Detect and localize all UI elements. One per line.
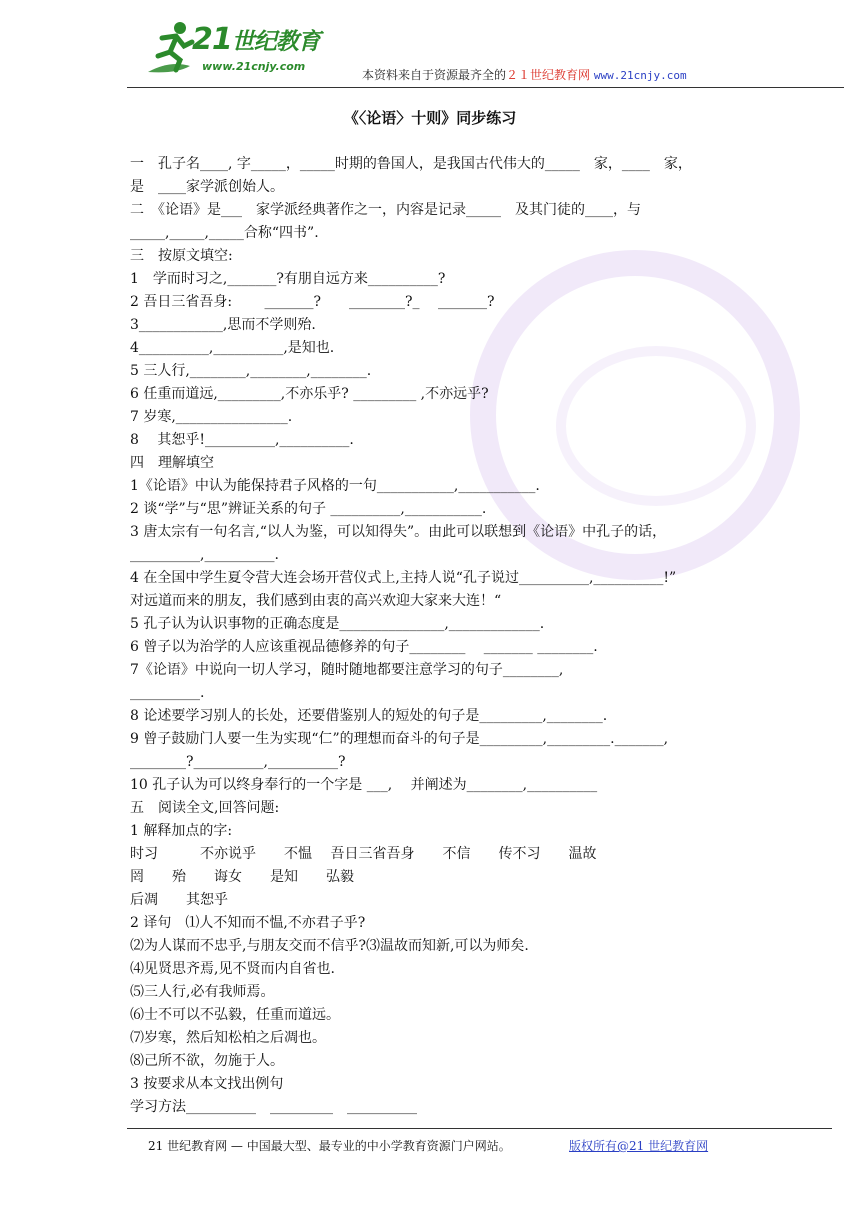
- text-line: 1《论语》中认为能保持君子风格的一句___________,___________.: [130, 478, 540, 494]
- document-title: 《〈论语〉十则》同步练习: [343, 109, 517, 127]
- text-line: 8 其恕乎!__________,__________.: [130, 432, 354, 448]
- text-line: 6 任重而道远,_________,不亦乐乎? _________ ,不亦远乎?: [130, 386, 489, 402]
- text-line: 3 按要求从本文找出例句: [130, 1076, 284, 1092]
- text-line: 3____________,思而不学则殆.: [130, 317, 316, 333]
- text-line: __________.: [130, 685, 205, 701]
- text-line: 对远道而来的朋友，我们感到由衷的高兴欢迎大家来大连！“: [130, 593, 502, 609]
- text-line: 一 孔子名____, 字_____，_____时期的鲁国人，是我国古代伟大的_____ 家，____ 家，: [130, 156, 692, 172]
- text-line: 9 曾子鼓励门人要一生为实现“仁”的理想而奋斗的句子是_________,_________._______,: [130, 731, 669, 747]
- footer-divider: [127, 1128, 832, 1129]
- text-line: 2 谈“学”与“思”辨证关系的句子 __________,___________.: [130, 501, 487, 517]
- source-url-link[interactable]: www.21cnjy.com: [593, 69, 687, 82]
- text-line: 3 唐太宗有一句名言,“以人为鉴，可以知得失”。由此可以联想到《论语》中孔子的话，: [130, 524, 667, 540]
- text-line: ⑷见贤思齐焉,见不贤而内自省也.: [130, 961, 335, 977]
- text-line: 2 译句 ⑴人不知而不愠,不亦君子乎?: [130, 915, 366, 931]
- text-line: 4 在全国中学生夏令营大连会场开营仪式上,主持人说“孔子说过__________,__________!”: [130, 570, 677, 586]
- copyright-link[interactable]: 版权所有@21 世纪教育网: [569, 1139, 709, 1153]
- text-line: 是 ____家学派创始人。: [130, 179, 284, 195]
- text-line: 学习方法__________ _________ __________: [130, 1099, 417, 1115]
- text-line: ⑺岁寒，然后知松柏之后凋也。: [130, 1030, 326, 1046]
- logo-text: 21世纪教育: [192, 22, 320, 57]
- section-heading: 四 理解填空: [130, 455, 214, 471]
- text-line: 2 吾日三省吾身: _______? ________?_ _______?: [130, 294, 495, 310]
- text-line: 1 学而时习之,_______?有朋自远方来__________?: [130, 271, 446, 287]
- section-heading: 五 阅读全文,回答问题:: [130, 800, 280, 816]
- text-line: 罔 殆 诲女 是知 弘毅: [130, 869, 354, 885]
- page-header: [0, 0, 860, 100]
- text-line: 后凋 其恕乎: [130, 892, 228, 908]
- text-line: ⑵为人谋而不忠乎,与朋友交而不信乎?⑶温故而知新,可以为师矣.: [130, 938, 529, 954]
- text-line: 7 岁寒,________________.: [130, 409, 293, 425]
- text-line: 5 孔子认为认识事物的正确态度是_______________,_____________.: [130, 616, 545, 632]
- text-line: 1 解释加点的字:: [130, 823, 233, 839]
- text-line: ________?__________,__________?: [130, 754, 346, 770]
- text-line: 6 曾子以为治学的人应该重视品德修养的句子________ _______ ________.: [130, 639, 598, 655]
- text-line: ⑻己所不欲，勿施于人。: [130, 1053, 284, 1069]
- text-line: 8 论述要学习别人的长处，还要借鉴别人的短处的句子是_________,________.: [130, 708, 608, 724]
- text-line: 4__________,__________,是知也.: [130, 340, 335, 356]
- text-line: 二 《论语》是___ 家学派经典著作之一，内容是记录_____ 及其门徒的____，与: [130, 202, 641, 218]
- text-line: __________,__________.: [130, 547, 279, 563]
- logo-url: www.21cnjy.com: [202, 60, 306, 73]
- text-line: ⑸三人行,必有我师焉。: [130, 984, 275, 1000]
- text-line: 10 孔子认为可以终身奉行的一个字是 ___, 并阐述为________,__________: [130, 777, 598, 793]
- source-brand-link[interactable]: ２１世纪教育网: [506, 68, 591, 82]
- footer-text: 21 世纪教育网 — 中国最大型、最专业的中小学教育资源门户网站。: [148, 1139, 511, 1153]
- logo: [140, 16, 340, 86]
- text-line: 时习 不亦说乎 不愠 吾日三省吾身 不信 传不习 温故: [130, 846, 597, 862]
- text-line: 5 三人行,________,________,________.: [130, 363, 372, 379]
- runner-icon: [140, 16, 200, 82]
- source-note: 本资料来自于资源最齐全的２１世纪教育网 www.21cnjy.com: [362, 68, 687, 82]
- header-divider: [127, 87, 844, 88]
- text-line: ⑹士不可以不弘毅，任重而道远。: [130, 1007, 340, 1023]
- section-heading: 三 按原文填空:: [130, 248, 233, 264]
- text-line: 7《论语》中说向一切人学习，随时随地都要注意学习的句子________,: [130, 662, 564, 678]
- text-line: _____,_____,_____合称“四书”.: [130, 225, 319, 241]
